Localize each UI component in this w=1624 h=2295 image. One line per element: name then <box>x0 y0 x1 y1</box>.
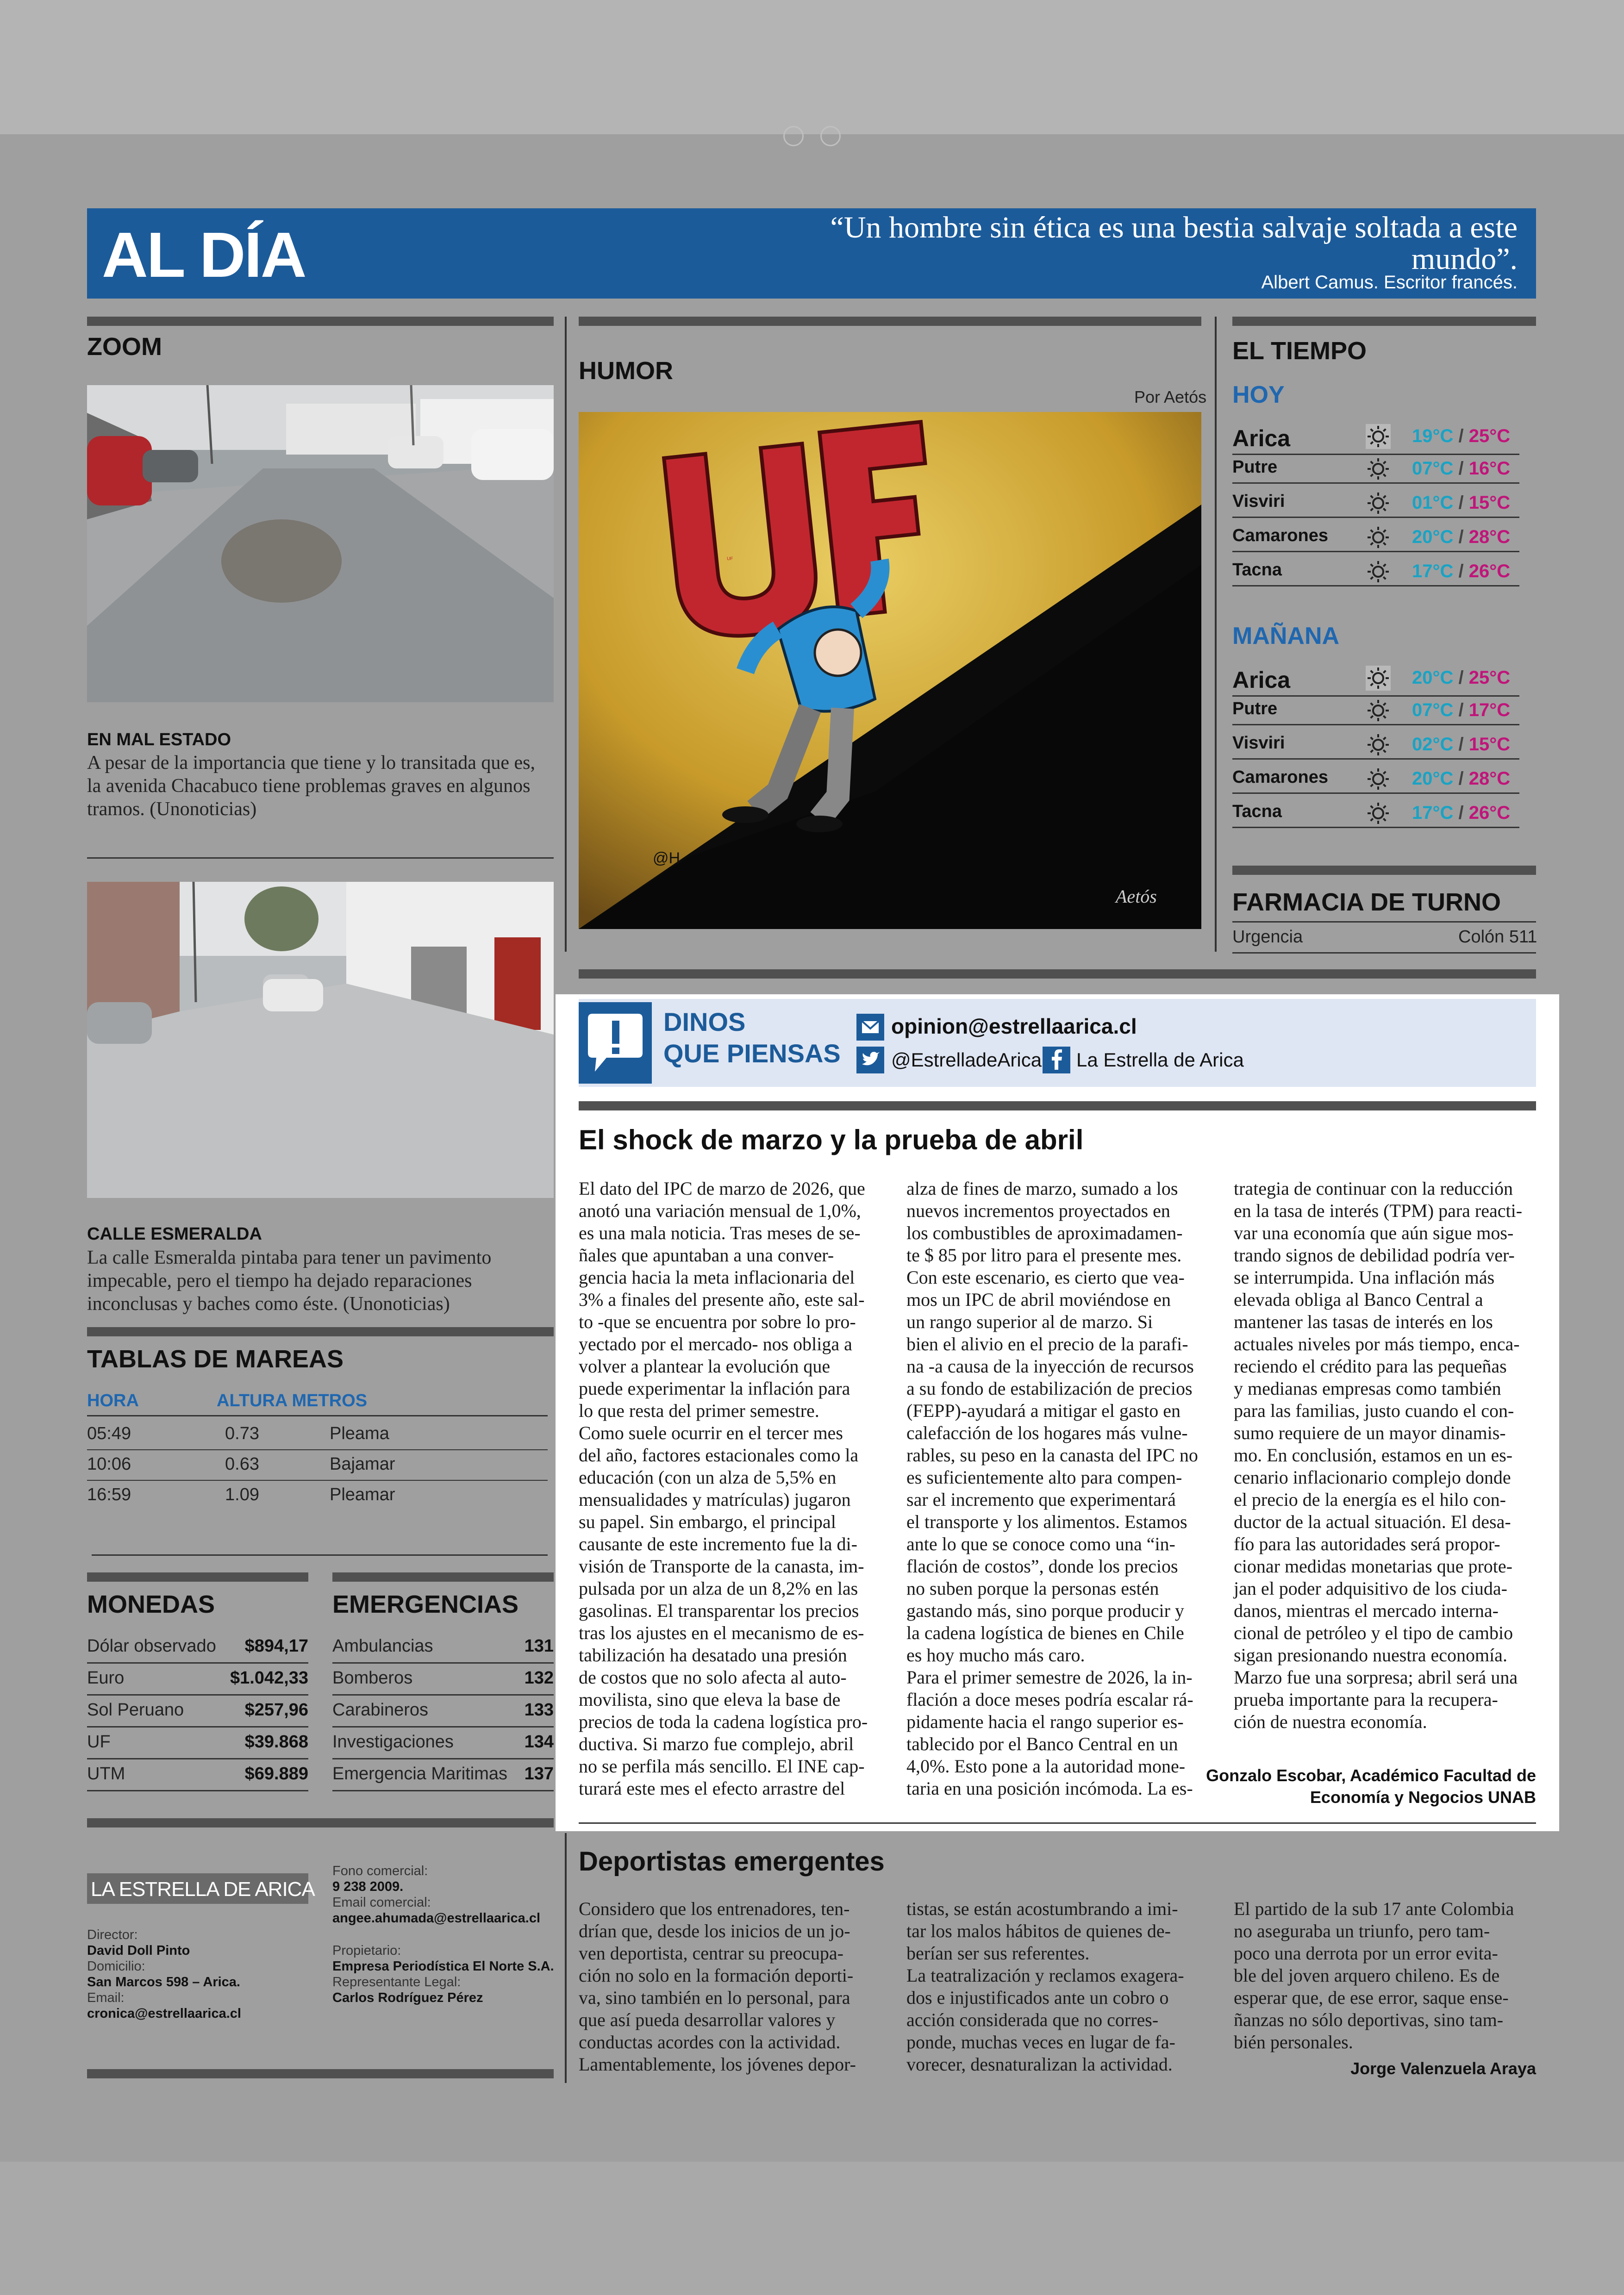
cartoon-sound: @H <box>653 849 681 867</box>
divider-line <box>87 857 554 859</box>
emergency-service: Emergencia Maritimas <box>332 1764 507 1784</box>
emergency-number: 132 <box>524 1668 554 1688</box>
twitter-icon <box>856 1047 884 1073</box>
weather-icon-slot <box>1366 732 1391 757</box>
photo1-caption: A pesar de la importancia que tiene y lo transitada que es, la avenida Chacabuco tiene problemas graves en algunos tramos. (Unonoticias) <box>87 752 535 820</box>
divider-line <box>332 1790 554 1791</box>
divider-line <box>1232 454 1519 455</box>
divider-line <box>87 1415 548 1416</box>
temp-separator: / <box>1458 667 1464 688</box>
temp-max: 28°C <box>1468 527 1511 547</box>
article1-title: El shock de marzo y la prueba de abril <box>579 1124 1084 1155</box>
temp-min: 07°C <box>1412 700 1454 720</box>
divider-line <box>1232 695 1519 697</box>
currency-value: $257,96 <box>244 1700 308 1720</box>
contact-title-line2: QUE PIENSAS <box>663 1039 841 1068</box>
weather-icon-slot <box>1366 666 1391 691</box>
emergency-service: Investigaciones <box>332 1732 454 1752</box>
photo2-caption: La calle Esmeralda pintaba para tener un pavimento impecable, pero el tiempo ha dejado reparaciones inconclusas y baches como éste. (Unonoticias) <box>87 1247 492 1315</box>
sun-icon <box>1366 698 1391 723</box>
section-divider <box>87 1572 308 1582</box>
divider-line <box>87 1790 308 1791</box>
temp-separator: / <box>1458 458 1464 479</box>
temp-separator: / <box>1458 426 1464 446</box>
temp-separator: / <box>1458 700 1464 720</box>
owner: Empresa Periodística El Norte S.A. <box>332 1959 554 1974</box>
contact-title-line1: DINOS <box>663 1007 746 1036</box>
weather-icon-slot <box>1366 525 1391 550</box>
sun-icon <box>1366 732 1391 757</box>
temp-max: 15°C <box>1468 734 1511 755</box>
article1-column3: trategia de continuar con la reducción en la tasa de interés (TPM) para reacti- var una economía que aún sigue mos- trando signos de debilidad podría ver- se interrumpida. Una inflación más elevada obliga al Banco Central a mantener las tasas de interés en los actuales niveles por más tiempo, enca- reciendo el crédito para las pequeñas y medianas empresas como también para las familias, justo cuando el con- sumo requiere de un mayor dinamis- mo. En conclusión, estamos en un es- cenario inflacionario complejo donde el precio de la energía es el hilo con- ductor de la actual situación. El desa- fío para las autoridades será propor- cionar medidas monetarias que prote- jan el poder adquisitivo de los ciuda- danos, mientras el mercado interna- cional de petróleo y el tipo de cambio sigan presionando nuestra economía. Marzo fue una sorpresa; abril será una prueba importante para la recupera- ción de nuestra economía. <box>1234 1178 1523 1732</box>
weather-icon-slot <box>1366 767 1391 792</box>
cartoon-text: UF <box>727 556 733 561</box>
divider-line <box>1232 585 1519 586</box>
currency-name: UTM <box>87 1764 125 1784</box>
section-divider <box>1232 317 1536 326</box>
article1-column1: El dato del IPC de marzo de 2026, que anotó una variación mensual de 1,0%, es una mala noticia. Tras meses de se- ñales que apuntaban a una conver- gencia hacia la meta inflacionaria del 3% a finales del presente año, este sal- to -que se encuentra por sobre lo pro- yectado por el mercado- nos obliga a volver a plantear la evolución que puede experimentar la inflación para lo que resta del primer semestre. Como suele ocurrir en el tercer mes del año, factores estacionales como la educación (con un alza de 5,5% en mensualidades y matrículas) jugaron su papel. Sin embargo, el principal causante de este incremento fue la di- visión de Transporte de la canasta, im- pulsada por un alza de un 8,2% en las gasolinas. El transparentar los precios tras los ajustes en el mecanismo de es- tabilización ha desatado una presión de costos que no solo afecta al auto- movilista, sino que eleva la base de precios de toda la cadena logística pro- ductiva. Si marzo fue complejo, abril no se perfila más sencillo. El INE cap- turará este mes el efecto arrastre del <box>579 1178 868 1799</box>
contact-twitter[interactable]: @EstrelladeArica <box>891 1049 1042 1071</box>
pharmacy-address: Colón 511 <box>1458 927 1537 947</box>
column-rule <box>1215 317 1217 952</box>
emergency-number: 133 <box>524 1700 554 1720</box>
weather-icon-slot <box>1366 456 1391 481</box>
owner-label: Propietario: <box>332 1943 401 1958</box>
tide-type: Pleamar <box>330 1485 395 1504</box>
temp-max: 16°C <box>1468 458 1511 479</box>
temp-min: 17°C <box>1412 561 1454 581</box>
cartoon-signature: Aetós <box>1116 886 1157 907</box>
divider-line <box>1232 551 1519 552</box>
tide-height: 1.09 <box>225 1485 259 1504</box>
legal-rep: Carlos Rodríguez Pérez <box>332 1990 483 2005</box>
weather-icon-slot <box>1366 698 1391 723</box>
facebook-icon <box>1043 1047 1070 1073</box>
section-divider <box>579 317 1201 326</box>
temp-separator: / <box>1458 493 1464 513</box>
photo2-caption-title: CALLE ESMERALDA <box>87 1224 262 1244</box>
divider-line <box>579 1822 1536 1824</box>
commercial-email[interactable]: angee.ahumada@estrellaarica.cl <box>332 1911 541 1926</box>
pothole-photo-chacabuco <box>87 385 554 702</box>
currency-name: UF <box>87 1732 111 1752</box>
weather-icon-slot <box>1366 559 1391 584</box>
tide-height: 0.63 <box>225 1454 259 1474</box>
newsroom-email[interactable]: cronica@estrellaarica.cl <box>87 2006 241 2021</box>
sun-icon <box>1366 666 1391 691</box>
tides-col-height: ALTURA METROS <box>217 1391 368 1410</box>
temp-max: 15°C <box>1468 493 1511 513</box>
currency-value: $69.889 <box>244 1764 308 1784</box>
emergency-service: Ambulancias <box>332 1636 433 1656</box>
weather-city-name: Arica <box>1232 667 1291 693</box>
street-photo-esmeralda <box>87 882 554 1198</box>
article2-column3: El partido de la sub 17 ante Colombia no aseguraba un triunfo, pero tam- poco una derrota por un error evita- ble del joven arquero chileno. Es de esperar que, de ese error, saque ense- ñanzas no sólo deportivas, sino tam- bién personales. <box>1234 1898 1514 2052</box>
weather-city-name: Camarones <box>1232 526 1328 545</box>
weather-temperature <box>1412 734 1510 755</box>
section-divider <box>1232 866 1536 875</box>
article2-column1: Considero que los entrenadores, ten- drían que, desde los inicios de un jo- ven deportista, centrar su preocupa- ción no solo en la formación deporti- va, sino también en lo personal, para que así pueda desarrollar valores y conductas acordes con la actividad. Lamentablemente, los jóvenes depor- <box>579 1898 856 2075</box>
divider-line <box>87 1726 308 1727</box>
section-divider <box>332 1572 554 1582</box>
page-indicator-dot[interactable] <box>783 126 804 146</box>
address: San Marcos 598 – Arica. <box>87 1975 240 1989</box>
section-header <box>87 208 1536 299</box>
weather-title: EL TIEMPO <box>1232 337 1367 365</box>
article1-author: Gonzalo Escobar, Académico Facultad de <box>1206 1766 1536 1785</box>
article2-title: Deportistas emergentes <box>579 1846 885 1877</box>
divider-line <box>332 1694 554 1696</box>
contact-email[interactable]: opinion@estrellaarica.cl <box>891 1014 1137 1038</box>
weather-city-name: Visviri <box>1232 492 1285 511</box>
weather-city-name: Tacna <box>1232 560 1282 580</box>
temp-separator: / <box>1458 768 1464 789</box>
weather-temperature <box>1412 493 1510 513</box>
zoom-title: ZOOM <box>87 333 162 361</box>
divider-line <box>1232 827 1519 828</box>
speech-bubble-icon <box>579 1002 652 1084</box>
divider-line <box>332 1758 554 1759</box>
weather-city-name: Camarones <box>1232 767 1328 787</box>
weather-city-name: Putre <box>1232 457 1278 477</box>
tides-title: TABLAS DE MAREAS <box>87 1345 344 1373</box>
weather-temperature <box>1412 768 1510 789</box>
tides-col-hour: HORA <box>87 1391 139 1410</box>
temp-min: 19°C <box>1412 426 1454 446</box>
divider-line <box>332 1662 554 1664</box>
weather-city-name: Putre <box>1232 699 1278 718</box>
tide-height: 0.73 <box>225 1424 259 1443</box>
divider-line <box>92 1554 548 1556</box>
humor-title: HUMOR <box>579 357 673 385</box>
temp-separator: / <box>1458 561 1464 581</box>
currency-value: $894,17 <box>244 1636 308 1656</box>
viewer-top-band <box>0 0 1624 134</box>
currency-name: Euro <box>87 1668 125 1688</box>
commercial-email-label: Email comercial: <box>332 1895 431 1910</box>
section-divider <box>87 1818 554 1827</box>
currency-value: $39.868 <box>244 1732 308 1752</box>
column-rule <box>565 1833 567 2083</box>
divider-line <box>87 1662 308 1664</box>
currency-name: Sol Peruano <box>87 1700 184 1720</box>
divider-line <box>1232 724 1519 725</box>
article1-column2: alza de fines de marzo, sumado a los nuevos incrementos proyectados en los combustibles de aproximadamen- te $ 85 por litro para el presente mes. Con este escenario, es cierto que vea- mos un IPC de abril moviéndose en un rango superior al de marzo. Si bien el alivio en el precio de la parafi- na -a causa de la inyección de recursos a su fondo de estabilización de precios (FEPP)-ayudará a mitigar el gasto en calefacción de los hogares más vulne- rables, su peso en la canasta del IPC no es suficientemente alto para compen- sar el incremento que experimentará el transporte y los alimentos. Estamos ante lo que se conoce como una “in- flación de costos”, donde los precios no suben porque la personas estén gastando más, sino porque producir y la cadena logística de bienes en Chile es hoy mucho más caro. Para el primer semestre de 2026, la in- flación a doce meses podría escalar rá- pidamente hacia el rango superior es- tablecido por el Banco Central en un 4,0%. Esto pone a la autoridad mone- taria en una posición incómoda. La es- <box>906 1178 1198 1799</box>
divider-line <box>1232 758 1519 760</box>
email-label: Email: <box>87 1990 125 2005</box>
phone-label: Fono comercial: <box>332 1864 428 1878</box>
weather-city-name: Arica <box>1232 425 1291 451</box>
weather-temperature <box>1412 803 1510 823</box>
emergency-number: 137 <box>524 1764 554 1784</box>
emergency-number: 131 <box>524 1636 554 1656</box>
temp-separator: / <box>1458 527 1464 547</box>
header-quote: “Un hombre sin ética es una bestia salvaje soltada a este mundo”. <box>830 211 1518 276</box>
weather-temperature <box>1412 527 1510 548</box>
address-label: Domicilio: <box>87 1959 145 1974</box>
temp-min: 20°C <box>1412 667 1454 688</box>
section-divider <box>579 1101 1536 1110</box>
divider-line <box>1232 952 1536 954</box>
tide-type: Pleama <box>330 1424 389 1443</box>
divider-line <box>332 1726 554 1727</box>
sun-icon <box>1366 559 1391 584</box>
logo-text: LA ESTRELLA DE ARICA <box>91 1878 315 1901</box>
currency-name: Dólar observado <box>87 1636 216 1656</box>
tide-hour: 16:59 <box>87 1485 131 1504</box>
section-divider <box>87 317 554 326</box>
temp-max: 25°C <box>1468 426 1511 446</box>
emergencies-title: EMERGENCIAS <box>332 1590 519 1618</box>
article1-author-affiliation: Economía y Negocios UNAB <box>1310 1788 1536 1807</box>
temp-separator: / <box>1458 803 1464 823</box>
temp-max: 26°C <box>1468 803 1511 823</box>
weather-icon-slot <box>1366 801 1391 826</box>
temp-min: 02°C <box>1412 734 1454 755</box>
weather-temperature <box>1412 667 1510 688</box>
temp-max: 25°C <box>1468 667 1511 688</box>
article2-author: Jorge Valenzuela Araya <box>1350 2059 1536 2078</box>
page-indicator-dot[interactable] <box>820 126 841 146</box>
contact-facebook[interactable]: La Estrella de Arica <box>1076 1049 1244 1071</box>
weather-temperature <box>1412 700 1510 721</box>
section-divider <box>87 2069 554 2078</box>
section-title: AL DÍA <box>102 219 306 291</box>
director-name: David Doll Pinto <box>87 1943 190 1958</box>
temp-separator: / <box>1458 734 1464 755</box>
divider-line <box>1232 482 1519 484</box>
commercial-phone: 9 238 2009. <box>332 1879 404 1894</box>
weather-today-label: HOY <box>1232 381 1285 408</box>
sun-icon <box>1366 767 1391 792</box>
sun-icon <box>1366 525 1391 550</box>
weather-tomorrow-label: MAÑANA <box>1232 623 1340 649</box>
sun-icon <box>1366 801 1391 826</box>
sun-icon <box>1366 456 1391 481</box>
weather-city-name: Visviri <box>1232 733 1285 753</box>
divider-line <box>87 1758 308 1759</box>
temp-min: 07°C <box>1412 458 1454 479</box>
temp-min: 17°C <box>1412 803 1454 823</box>
divider-line <box>87 1480 548 1481</box>
temp-max: 17°C <box>1468 700 1511 720</box>
section-divider <box>579 969 1536 979</box>
tide-type: Bajamar <box>330 1454 395 1474</box>
currency-value: $1.042,33 <box>230 1668 308 1688</box>
tide-hour: 05:49 <box>87 1424 131 1443</box>
divider-line <box>1232 792 1519 794</box>
weather-temperature <box>1412 426 1510 447</box>
weather-temperature <box>1412 458 1510 479</box>
temp-min: 20°C <box>1412 768 1454 789</box>
temp-max: 28°C <box>1468 768 1511 789</box>
weather-icon-slot <box>1366 424 1391 449</box>
humor-cartoon <box>579 412 1201 929</box>
temp-max: 26°C <box>1468 561 1511 581</box>
temp-min: 01°C <box>1412 493 1454 513</box>
director-label: Director: <box>87 1927 138 1942</box>
cartoon-byline: Por Aetós <box>1134 387 1207 406</box>
article2-column2: tistas, se están acostumbrando a imi- tar los malos hábitos de quienes de- berían ser sus referentes. La teatralización y reclamos exagera- dos e injustificados ante un cobro o acción considerada que no corres- ponde, muchas veces en lugar de fa- vorecer, desnaturalizan la actividad. <box>906 1898 1184 2075</box>
emergency-number: 134 <box>524 1732 554 1752</box>
weather-icon-slot <box>1366 491 1391 516</box>
legal-rep-label: Representante Legal: <box>332 1975 461 1989</box>
newspaper-logo <box>87 1873 315 1904</box>
quote-author: Albert Camus. Escritor francés. <box>1261 272 1518 293</box>
weather-temperature <box>1412 561 1510 582</box>
temp-min: 20°C <box>1412 527 1454 547</box>
emergency-service: Bomberos <box>332 1668 413 1688</box>
tide-hour: 10:06 <box>87 1454 131 1474</box>
divider-line <box>1232 921 1536 923</box>
photo1-caption-title: EN MAL ESTADO <box>87 730 231 749</box>
sun-icon <box>1366 424 1391 449</box>
pharmacy-label: Urgencia <box>1232 927 1303 947</box>
section-divider <box>87 1327 554 1336</box>
weather-city-name: Tacna <box>1232 802 1282 821</box>
emergency-service: Carabineros <box>332 1700 428 1720</box>
divider-line <box>87 1449 548 1450</box>
divider-line <box>1232 517 1519 518</box>
divider-line <box>87 1694 308 1696</box>
currencies-title: MONEDAS <box>87 1590 215 1618</box>
mail-icon <box>856 1014 884 1041</box>
pharmacy-title: FARMACIA DE TURNO <box>1232 888 1501 916</box>
column-rule <box>565 317 567 952</box>
sun-icon <box>1366 491 1391 516</box>
